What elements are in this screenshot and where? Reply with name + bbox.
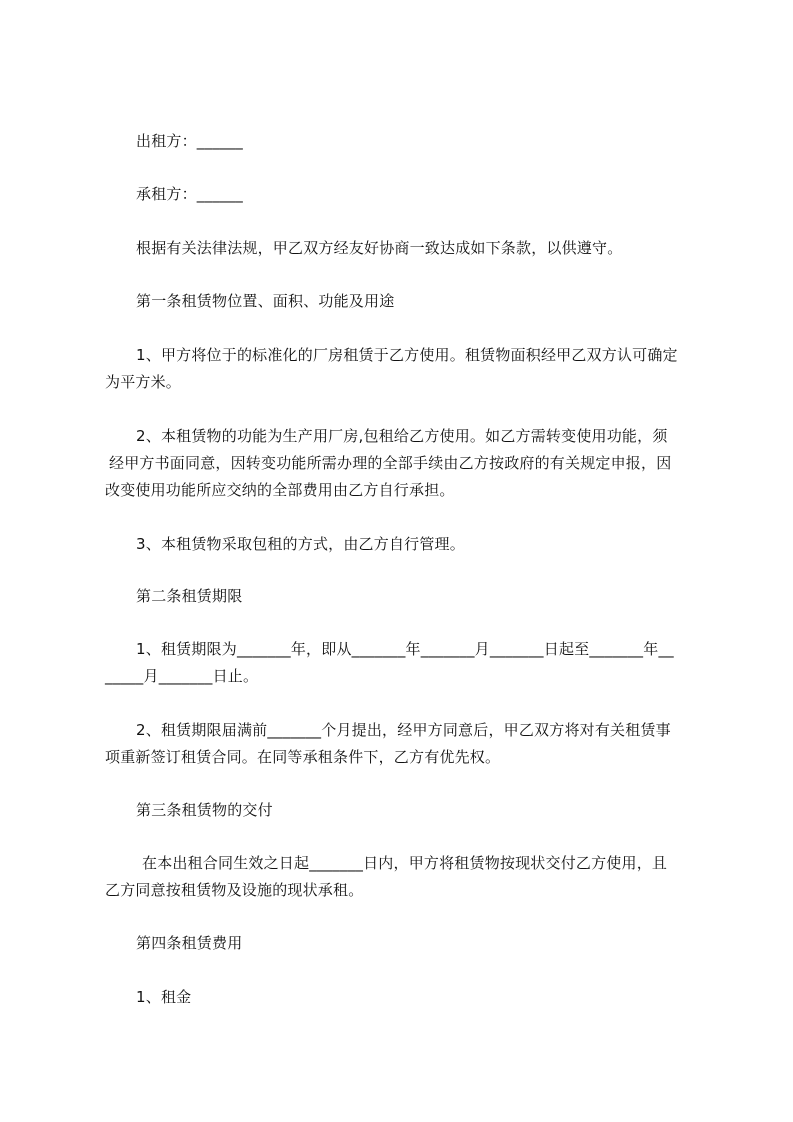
article1-item2-line1: 2、本租赁物的功能为生产用厂房,包租给乙方使用。如乙方需转变使用功能，须: [136, 427, 668, 445]
article3-heading: 第三条租赁物的交付: [136, 801, 273, 819]
article3-line1: 在本出租合同生效之日起_______日内，甲方将租赁物按现状交付乙方使用，且: [142, 854, 668, 872]
lessor-line: 出租方：______: [136, 132, 244, 150]
article4-item1: 1、租金: [136, 988, 192, 1006]
intro-paragraph: 根据有关法律法规，甲乙双方经友好协商一致达成如下条款，以供遵守。: [136, 239, 623, 257]
article2-item2-line1: 2、租赁期限届满前_______个月提出，经甲方同意后，甲乙双方将对有关租赁事: [136, 721, 671, 739]
article1-heading: 第一条租赁物位置、面积、功能及用途: [136, 292, 395, 310]
article2-item1-line1: 1、租赁期限为_______年，即从_______年_______月_______日起至_______年__: [136, 640, 674, 658]
article2-item2-line2: 项重新签订租赁合同。在同等承租条件下，乙方有优先权。: [105, 748, 501, 766]
article2-item1-line2: _____月_______日止。: [105, 667, 259, 685]
article3-line2: 乙方同意按租赁物及设施的现状承租。: [105, 881, 364, 899]
article1-item1-line2: 为平方米。: [105, 373, 182, 391]
article1-item2-line2: 经甲方书面同意，因转变功能所需办理的全部手续由乙方按政府的有关规定申报，因: [109, 454, 672, 472]
article2-heading: 第二条租赁期限: [136, 587, 243, 605]
article4-heading: 第四条租赁费用: [136, 934, 243, 952]
article1-item3: 3、本租赁物采取包租的方式，由乙方自行管理。: [136, 535, 465, 553]
article1-item1-line1: 1、甲方将位于的标准化的厂房租赁于乙方使用。租赁物面积经甲乙双方认可确定: [136, 346, 678, 364]
lessee-line: 承租方：______: [136, 185, 244, 203]
article1-item2-line3: 改变使用功能所应交纳的全部费用由乙方自行承担。: [105, 481, 455, 499]
